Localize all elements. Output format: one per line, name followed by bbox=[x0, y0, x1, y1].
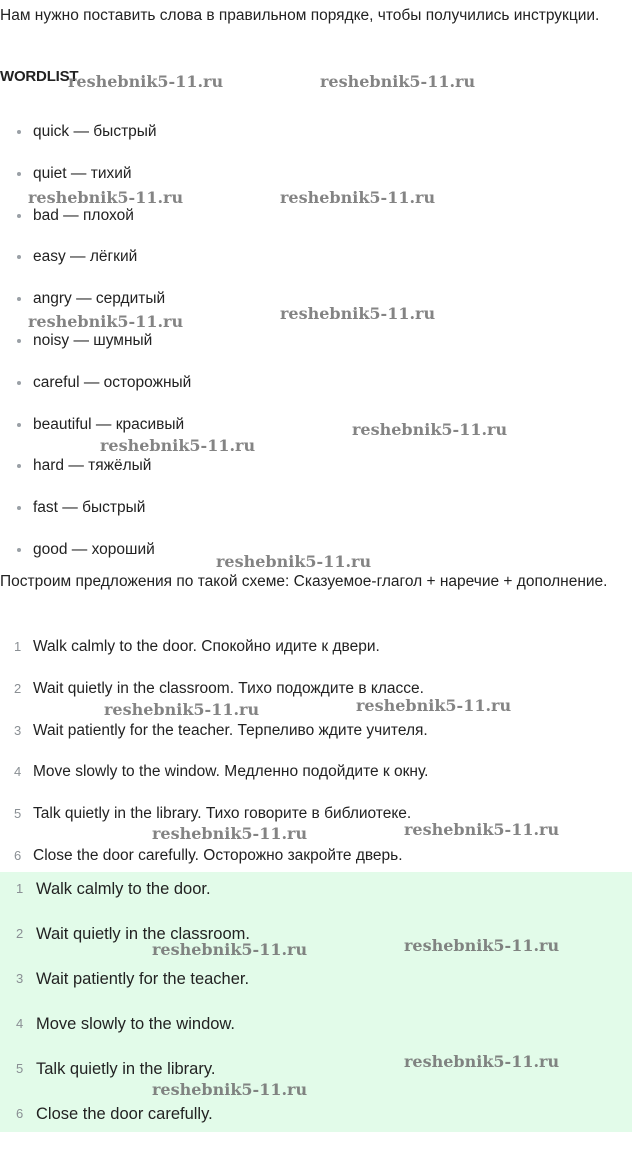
item-number: 2 bbox=[14, 680, 22, 696]
answer-item bbox=[0, 872, 620, 917]
answer-item bbox=[0, 962, 620, 1007]
answer-text: Move slowly to the window. bbox=[36, 1015, 236, 1033]
scheme-text: Построим предложения по такой схеме: Сказуемое-глагол + наречие + дополнение. bbox=[0, 573, 608, 590]
watermark: reshebnik5-11.ru bbox=[216, 552, 372, 571]
item-number: 1 bbox=[14, 639, 22, 654]
item-number: 5 bbox=[14, 806, 22, 822]
sentence-item bbox=[0, 793, 620, 835]
item-number: 2 bbox=[16, 926, 24, 941]
answer-text: Wait quietly in the classroom. bbox=[36, 925, 250, 943]
watermark: reshebnik5-11.ru bbox=[404, 1052, 560, 1071]
watermark: reshebnik5-11.ru bbox=[28, 312, 184, 331]
watermark: reshebnik5-11.ru bbox=[404, 936, 560, 955]
item-number: 3 bbox=[16, 971, 24, 986]
watermark: reshebnik5-11.ru bbox=[404, 820, 560, 839]
intro-text: Нам нужно поставить слова в правильном порядке, чтобы получились инструкции. bbox=[0, 7, 600, 24]
sentence-text: Walk calmly to the door. Спокойно идите к двери. bbox=[33, 638, 380, 655]
item-number: 6 bbox=[16, 1106, 24, 1121]
watermark: reshebnik5-11.ru bbox=[100, 436, 256, 455]
item-number: 4 bbox=[16, 1016, 24, 1031]
answer-list bbox=[0, 872, 620, 1142]
watermark: reshebnik5-11.ru bbox=[280, 304, 436, 323]
item-number: 3 bbox=[14, 722, 22, 738]
answer-item bbox=[0, 1097, 620, 1142]
item-number: 4 bbox=[14, 764, 22, 780]
sentence-list bbox=[0, 626, 620, 877]
item-number: 6 bbox=[14, 847, 22, 863]
list-item: quick — быстрый bbox=[0, 110, 600, 152]
answer-text: Close the door carefully. bbox=[36, 1105, 213, 1123]
answer-block bbox=[0, 872, 632, 1132]
answer-item bbox=[0, 1007, 620, 1052]
item-number: 1 bbox=[16, 881, 24, 896]
list-item: noisy — шумный bbox=[0, 319, 600, 361]
answer-text: Talk quietly in the library. bbox=[36, 1060, 216, 1078]
list-item: easy — лёгкий bbox=[0, 235, 600, 277]
watermark: reshebnik5-11.ru bbox=[68, 72, 224, 91]
sentence-text: Wait patiently for the teacher. Терпеливо ждите учителя. bbox=[33, 721, 428, 739]
watermark: reshebnik5-11.ru bbox=[152, 940, 308, 959]
list-item: quiet — тихий bbox=[0, 152, 600, 194]
wordlist bbox=[0, 110, 600, 570]
watermark: reshebnik5-11.ru bbox=[104, 700, 260, 719]
watermark: reshebnik5-11.ru bbox=[152, 1080, 308, 1099]
sentence-text: Move slowly to the window. Медленно подойдите к окну. bbox=[33, 763, 429, 781]
list-item: good — хороший bbox=[0, 528, 600, 570]
watermark: reshebnik5-11.ru bbox=[352, 420, 508, 439]
answer-text: Walk calmly to the door. bbox=[36, 880, 211, 898]
sentence-item bbox=[0, 751, 620, 793]
answer-item bbox=[0, 917, 620, 962]
list-item: beautiful — красивый bbox=[0, 403, 600, 445]
list-item: careful — осторожный bbox=[0, 361, 600, 403]
sentence-text: Talk quietly in the library. Тихо говорите в библиотеке. bbox=[33, 805, 412, 823]
watermark: reshebnik5-11.ru bbox=[356, 696, 512, 715]
watermark: reshebnik5-11.ru bbox=[320, 72, 476, 91]
list-item: hard — тяжёлый bbox=[0, 444, 600, 486]
sentence-item bbox=[0, 668, 620, 710]
answer-item bbox=[0, 1052, 620, 1097]
sentence-text: Close the door carefully. Осторожно закройте дверь. bbox=[33, 846, 403, 864]
watermark: reshebnik5-11.ru bbox=[280, 188, 436, 207]
sentence-item bbox=[0, 626, 620, 668]
list-item: bad — плохой bbox=[0, 194, 600, 236]
answer-text: Wait patiently for the teacher. bbox=[36, 970, 250, 988]
sentence-text: Wait quietly in the classroom. Тихо подождите в классе. bbox=[33, 679, 424, 697]
watermark: reshebnik5-11.ru bbox=[152, 824, 308, 843]
watermark: reshebnik5-11.ru bbox=[28, 188, 184, 207]
sentence-item bbox=[0, 710, 620, 752]
list-item: fast — быстрый bbox=[0, 486, 600, 528]
wordlist-heading: WORDLIST bbox=[0, 68, 79, 85]
list-item: angry — сердитый bbox=[0, 277, 600, 319]
sentence-item bbox=[0, 835, 620, 877]
item-number: 5 bbox=[16, 1061, 24, 1076]
